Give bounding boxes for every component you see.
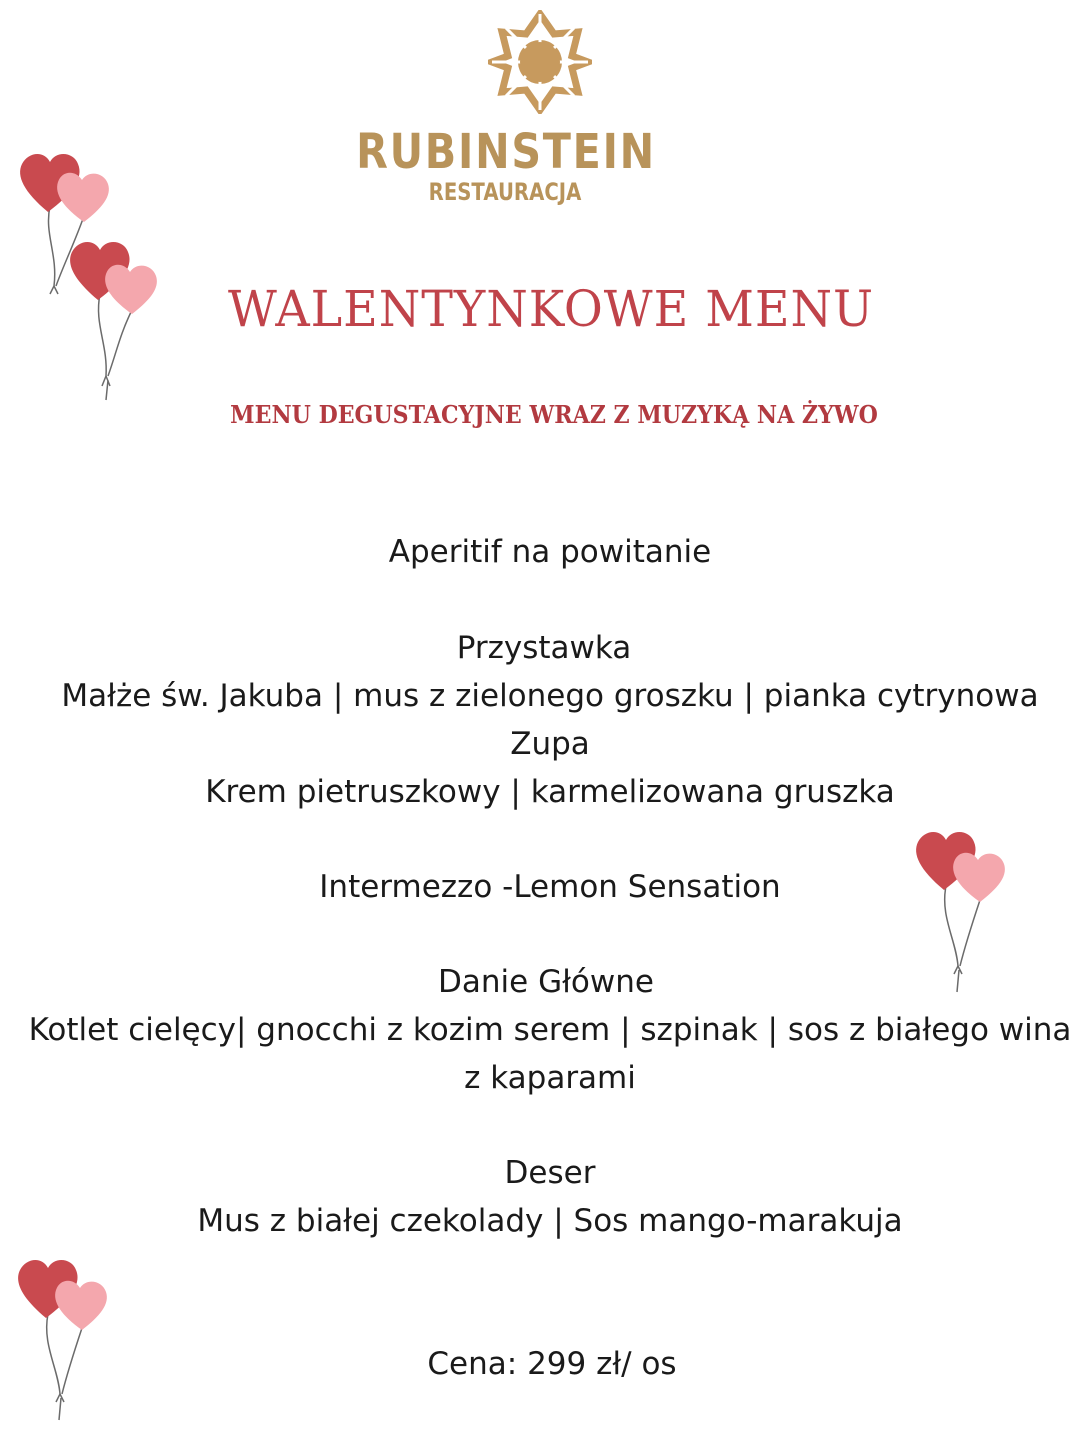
- main-course-heading: Danie Główne: [438, 964, 654, 1000]
- starter-heading: Przystawka: [456, 630, 632, 666]
- gold-geometric-star-emblem-icon: [488, 10, 592, 114]
- restaurant-subtitle: RESTAURACJA: [428, 178, 582, 206]
- soup-heading: Zupa: [510, 726, 590, 762]
- starter-description: Małże św. Jakuba | mus z zielonego groszku | pianka cytrynowa: [61, 678, 1039, 714]
- intermezzo-line: Intermezzo -Lemon Sensation: [319, 869, 781, 905]
- heart-balloons-icon: [14, 1248, 118, 1424]
- heart-balloons-icon: [912, 820, 1016, 996]
- main-course-description: Kotlet cielęcy| gnocchi z kozim serem | szpinak | sos z białego wina: [28, 1012, 1072, 1048]
- menu-title: WALENTYNKOWE MENU: [228, 280, 874, 338]
- main-course-description-cont: z kaparami: [464, 1060, 636, 1096]
- price-line: Cena: 299 zł/ os: [427, 1346, 677, 1382]
- dessert-description: Mus z białej czekolady | Sos mango-marakuja: [197, 1203, 903, 1239]
- soup-description: Krem pietruszkowy | karmelizowana gruszka: [205, 774, 895, 810]
- menu-subtitle: MENU DEGUSTACYJNE WRAZ Z MUZYKĄ NA ŻYWO: [230, 400, 878, 429]
- restaurant-logo: [0, 10, 1080, 114]
- heart-balloons-icon: [14, 144, 170, 410]
- dessert-heading: Deser: [504, 1155, 596, 1191]
- aperitif-line: Aperitif na powitanie: [388, 534, 712, 570]
- restaurant-name: RUBINSTEIN: [356, 124, 656, 180]
